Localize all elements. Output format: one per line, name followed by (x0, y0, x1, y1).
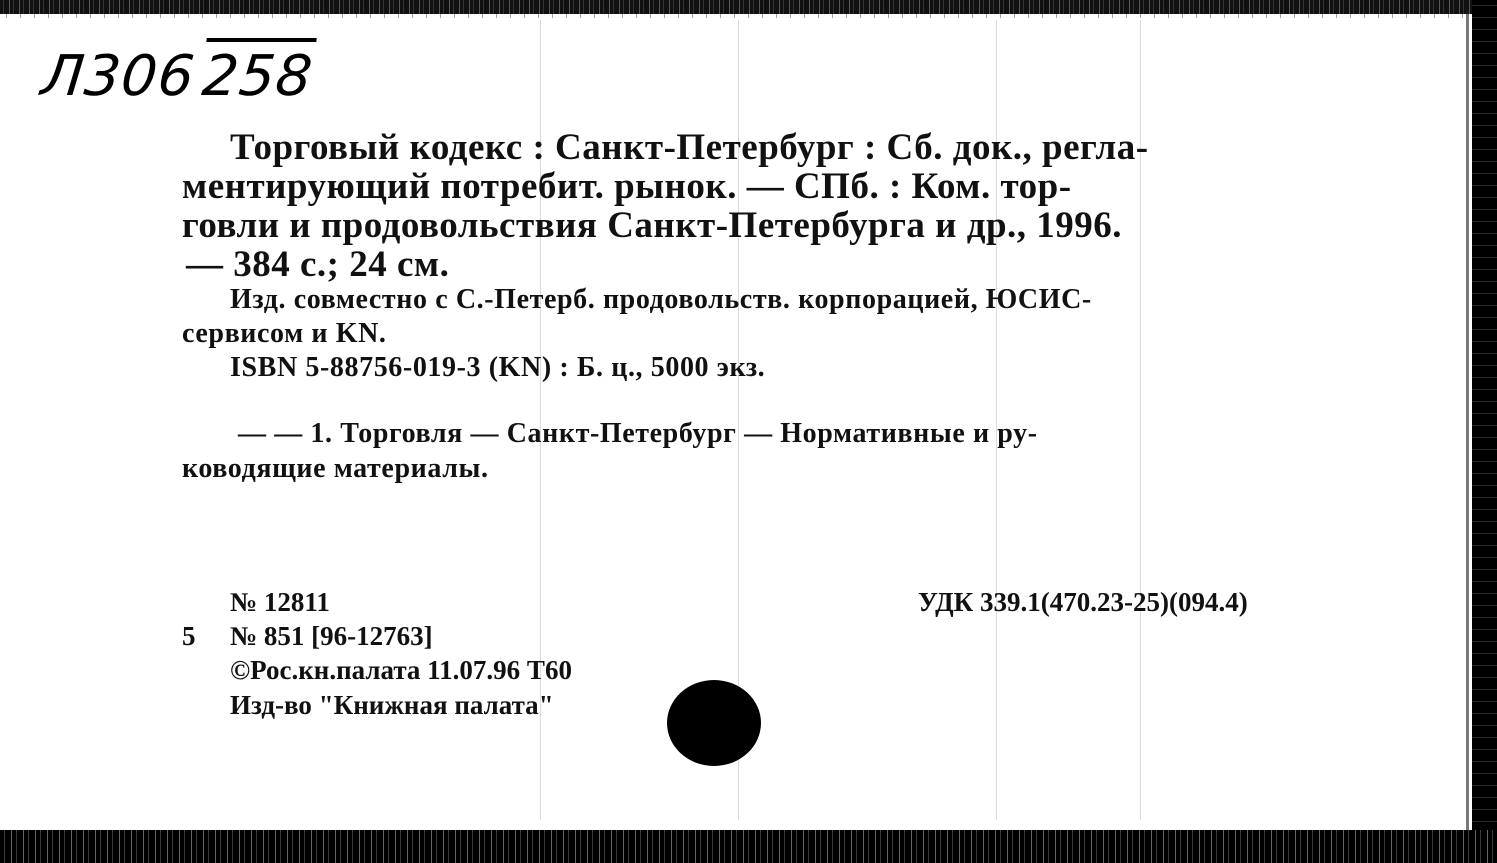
registry-number-2: № 851 [96-12763] (230, 621, 433, 651)
note-line-1: Изд. совместно с С.-Петерб. продовольств. корпорацией, ЮСИС- (230, 284, 1092, 315)
description-line-1: Торговый кодекс : Санкт-Петербург : Сб. док., регла- (230, 127, 1149, 168)
scan-border-top-noise (0, 14, 1497, 18)
scan-border-right (1472, 0, 1497, 863)
registry-publisher: Изд-во "Книжная палата" (230, 690, 554, 720)
note-line-2: сервисом и KN. (182, 318, 387, 349)
subject-line-1: — — 1. Торговля — Санкт-Петербург — Нормативные и ру- (238, 418, 1038, 449)
scan-border-bottom (0, 830, 1497, 863)
description-line-3: говли и продовольствия Санкт-Петербурга и др., 1996. (182, 205, 1123, 246)
shelfmark-main: Л306 (38, 44, 199, 109)
scan-border-right-inner (1466, 10, 1469, 830)
shelfmark-number: 258 (199, 38, 316, 109)
isbn-line: ISBN 5-88756-019-3 (KN) : Б. ц., 5000 экз. (230, 352, 766, 383)
punch-hole (667, 680, 761, 766)
scan-border-top (0, 0, 1497, 14)
registry-copyright: ©Рос.кн.палата 11.07.96 Т60 (230, 655, 572, 685)
subject-line-2: ководящие материалы. (182, 453, 489, 484)
registry-number-1: № 12811 (230, 587, 330, 617)
handwritten-shelfmark (38, 38, 316, 109)
description-line-2: ментирующий потребит. рынок. — СПб. : Ком. тор- (182, 166, 1072, 207)
description-line-4: — 384 с.; 24 см. (186, 244, 450, 285)
registry-prefix: 5 (182, 621, 196, 651)
udc-code: УДК 339.1(470.23-25)(094.4) (918, 587, 1248, 617)
